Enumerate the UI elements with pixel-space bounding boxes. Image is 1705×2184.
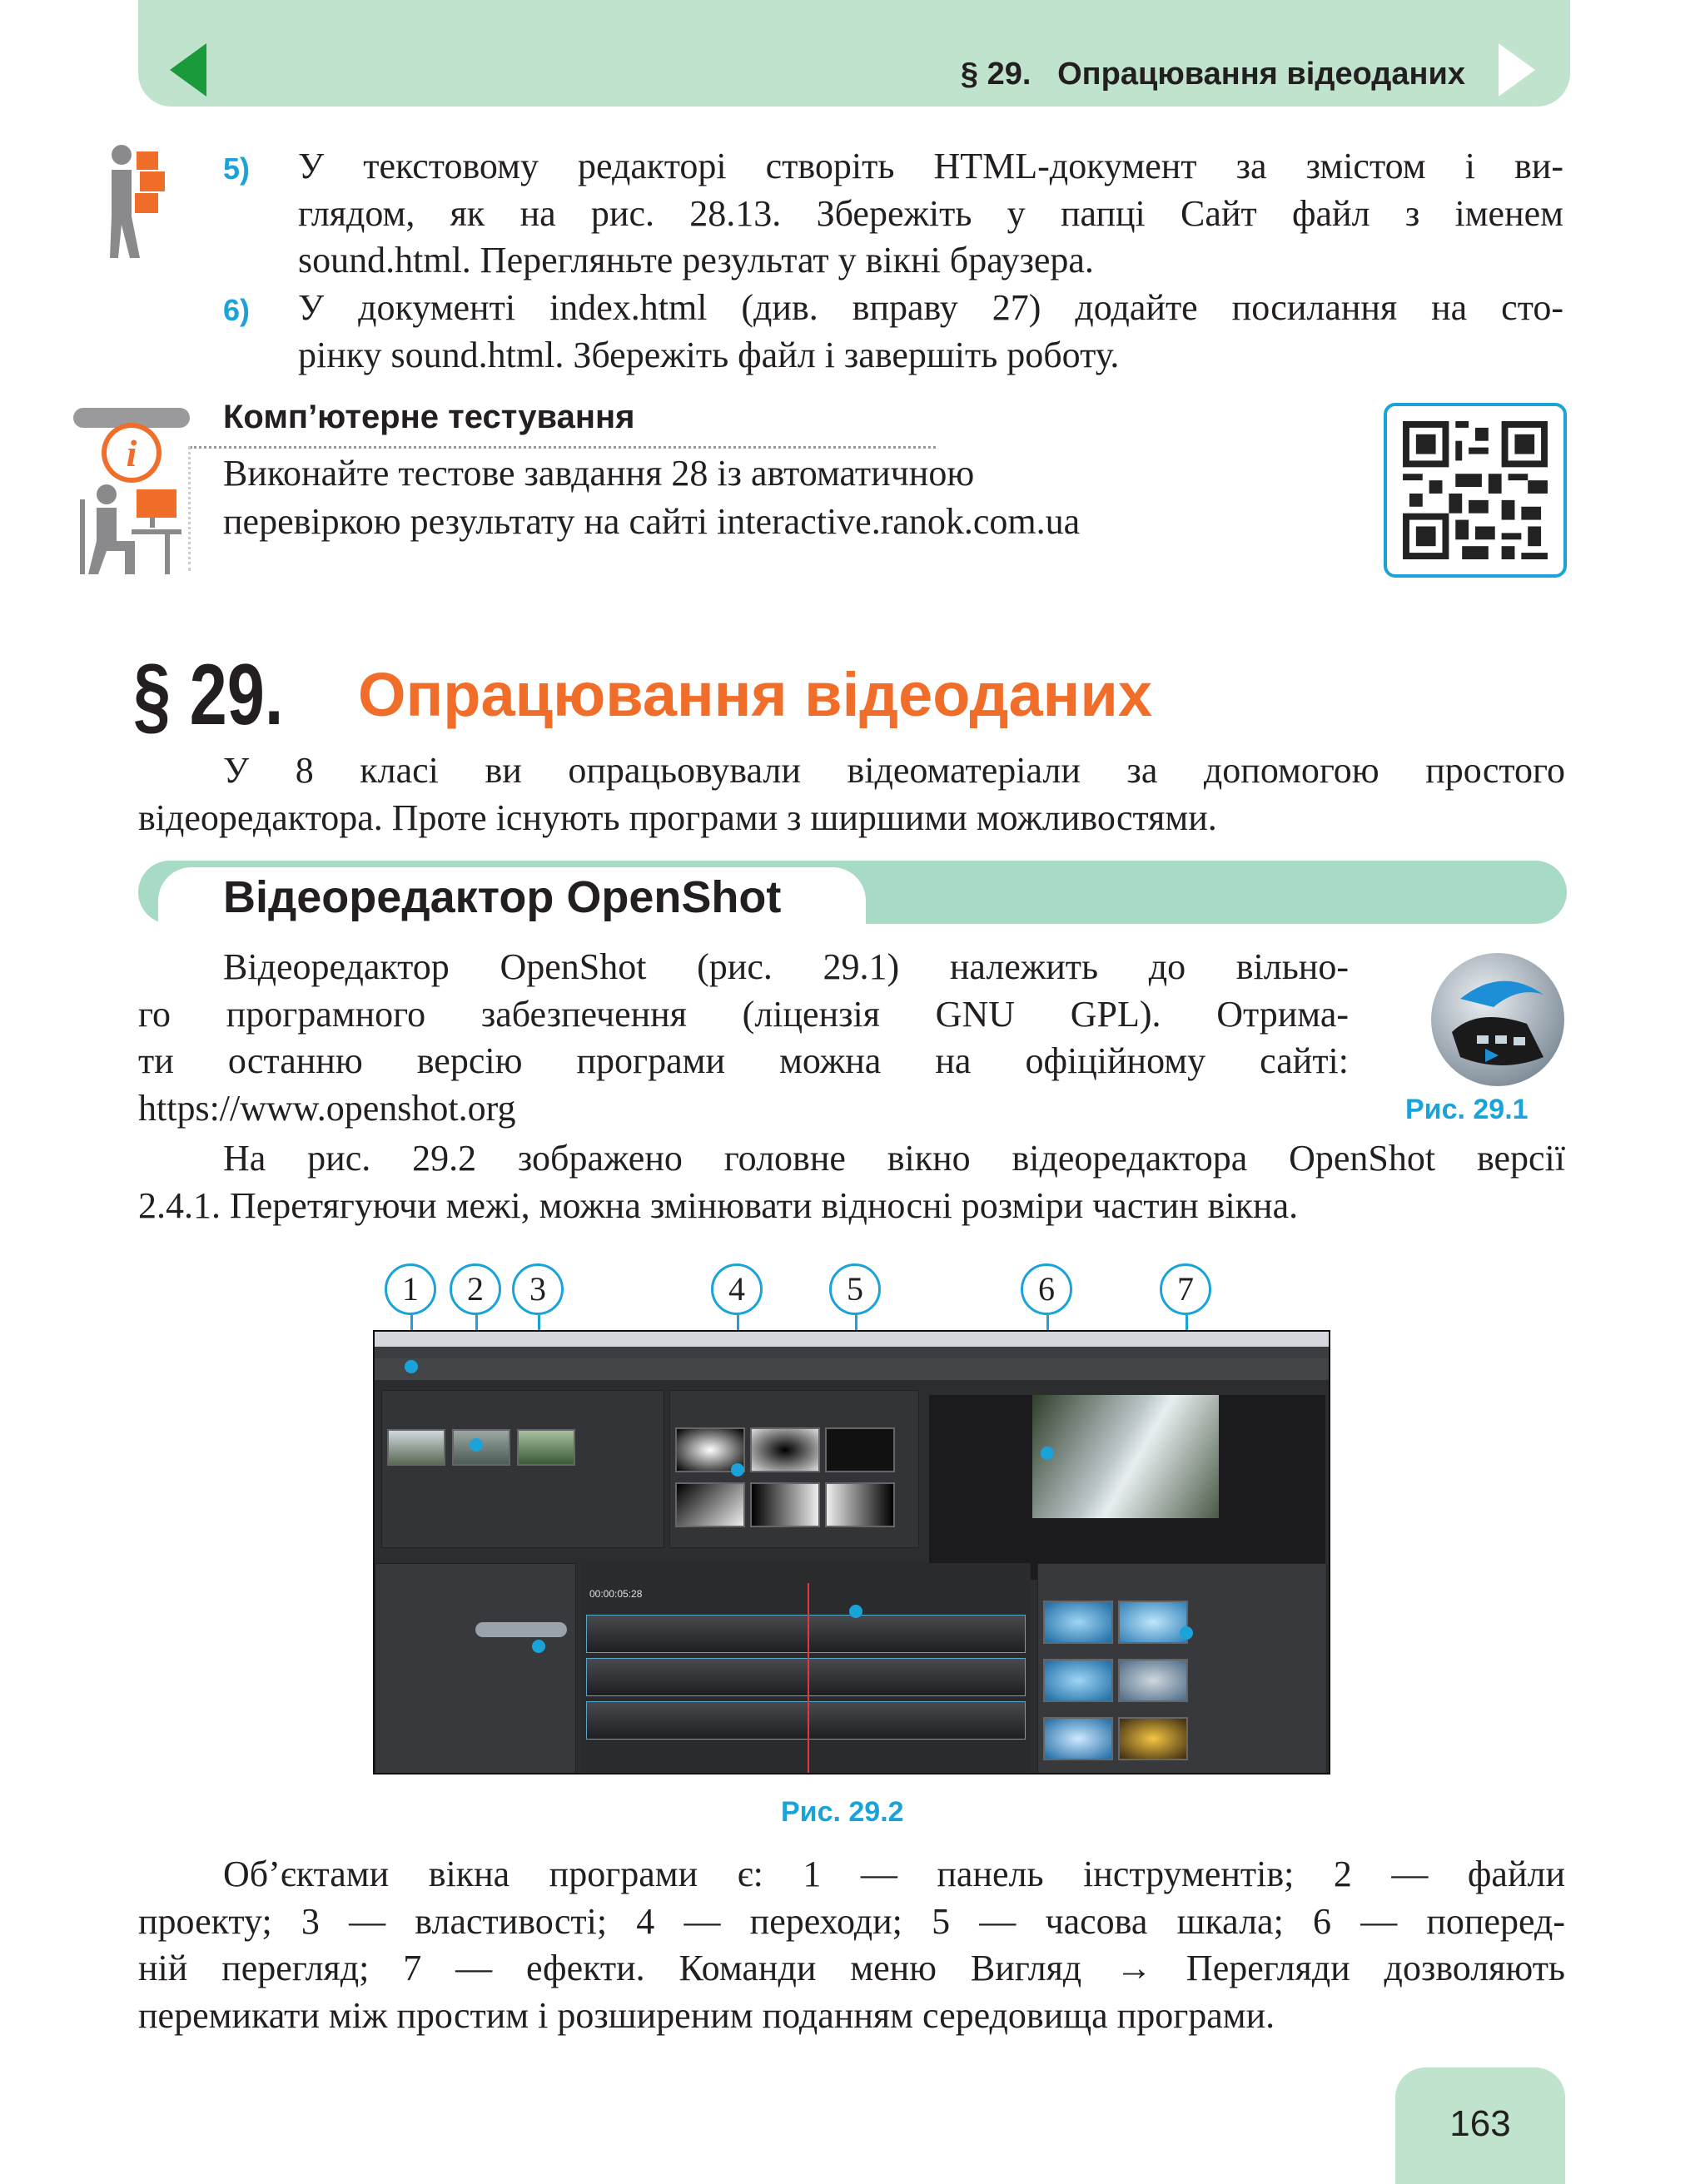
preview-panel (929, 1395, 1325, 1580)
transition-2 (750, 1427, 820, 1472)
para1-line: го програмного забезпечення (ліцензія GNU GPL). Отрима- (138, 993, 1349, 1035)
callout-6: 6 (1021, 1263, 1072, 1315)
transition-5 (750, 1482, 820, 1527)
task-6-line: рінку sound.html. Збережіть файл і завершіть роботу. (298, 334, 1120, 375)
callout-2: 2 (450, 1263, 501, 1315)
para1-line: ти останню версію програми можна на офіційному сайті: (138, 1040, 1349, 1081)
header-section: § 29. (960, 57, 1031, 92)
track-2 (586, 1658, 1026, 1696)
task-6-number: 6) (223, 293, 251, 327)
header-section-title: Опрацювання відеоданих (1057, 57, 1465, 92)
playhead (808, 1583, 809, 1774)
intro-line: У 8 класі ви опрацьовували відеоматеріали за допомогою простого (223, 750, 1565, 791)
chapter-title: Опрацювання відеоданих (358, 660, 1152, 729)
header-right-arrow (1499, 43, 1535, 97)
testing-line: перевіркою результату на сайті interactive.ranok.com.ua (223, 501, 1081, 542)
screenshot-paragraph (138, 1135, 1565, 1229)
effect-6 (1118, 1717, 1188, 1760)
info-computer-icon (73, 408, 198, 574)
project-files-panel (381, 1390, 664, 1548)
effect-5 (1043, 1717, 1113, 1760)
para3-line: ній перегляд; 7 — ефекти. Команди меню Вигляд → Перегляди дозволяють (138, 1948, 1565, 1988)
callout-4: 4 (711, 1263, 763, 1315)
task-5-line: У текстовому редакторі створіть HTML-документ за змістом і ви- (298, 146, 1563, 186)
fig1-caption: Рис. 29.1 (1405, 1094, 1529, 1125)
para2-line: На рис. 29.2 зображено головне вікно відеоредактора OpenShot версії (223, 1138, 1565, 1179)
property-slider (475, 1622, 567, 1637)
intro-paragraph (138, 747, 1565, 841)
callout-6-dot (1041, 1447, 1054, 1460)
worker-icon (107, 141, 173, 260)
task-5-number: 5) (223, 151, 251, 186)
testing-dotted-line (190, 446, 936, 449)
preview-frame (1032, 1395, 1219, 1518)
timeline-panel (581, 1563, 1031, 1774)
timeline-time: 00:00:05:28 (589, 1588, 643, 1600)
transitions-panel (669, 1390, 919, 1548)
callout-5: 5 (829, 1263, 881, 1315)
window-titlebar (375, 1332, 1329, 1347)
testing-title: Комп’ютерне тестування (223, 399, 635, 435)
effects-panel (1037, 1563, 1327, 1774)
transition-6 (825, 1482, 895, 1527)
task-6-line: У документі index.html (див. вправу 27) додайте посилання на сто- (298, 287, 1563, 328)
task-5-line: глядом, як на рис. 28.13. Збережіть у папці Сайт файл з іменем (298, 192, 1563, 234)
header-title (833, 53, 1465, 95)
openshot-paragraph (138, 944, 1349, 1132)
para3-line: перемикати між простим і розширеним поданням середовища програми. (138, 1994, 1275, 2036)
task-6 (298, 285, 1563, 379)
callout-1: 1 (385, 1263, 436, 1315)
intro-line: відеоредактора. Проте існують програми з ширшими можливостями. (138, 797, 1217, 838)
thumb-path (517, 1429, 575, 1466)
callout-7: 7 (1160, 1263, 1211, 1315)
callout-5-dot (849, 1605, 862, 1618)
effect-4 (1118, 1659, 1188, 1702)
testing-line: Виконайте тестове завдання 28 із автоматичною (223, 453, 975, 494)
effect-1 (1043, 1601, 1113, 1644)
qr-code-frame[interactable] (1384, 403, 1567, 578)
transition-3 (825, 1427, 895, 1472)
para3-line: Об’єктами вікна програми є: 1 — панель інструментів; 2 — файли (223, 1854, 1565, 1894)
window-menubar (375, 1347, 1329, 1358)
openshot-logo-icon (1427, 949, 1568, 1090)
callout-7-dot (1180, 1626, 1193, 1640)
subsection-title: Відеоредактор OpenShot (223, 872, 782, 922)
effect-2 (1118, 1601, 1188, 1644)
para1-line: https://www.openshot.org (138, 1087, 516, 1129)
testing-side-bar (188, 446, 191, 571)
page-number: 163 (1449, 2103, 1511, 2144)
qr-code-icon (1402, 421, 1548, 559)
toolbar (375, 1358, 1329, 1380)
callout-3-dot (532, 1640, 545, 1653)
callout-3: 3 (512, 1263, 564, 1315)
properties-panel (375, 1563, 576, 1774)
para1-line: Відеоредактор OpenShot (рис. 29.1) належить до вільно- (223, 946, 1349, 987)
task-5 (298, 143, 1563, 285)
svg-text:i: i (126, 432, 137, 474)
callout-1-dot (405, 1360, 418, 1373)
header-left-arrow (170, 43, 206, 97)
openshot-screenshot (373, 1330, 1330, 1774)
fig2-caption: Рис. 29.2 (781, 1796, 904, 1828)
testing-text (223, 449, 1305, 546)
track-3 (586, 1701, 1026, 1740)
para2-line: 2.4.1. Перетягуючи межі, можна змінювати відносні розміри частин вікна. (138, 1184, 1299, 1226)
chapter-number: § 29. (133, 647, 284, 743)
objects-paragraph (138, 1851, 1565, 2039)
thumb-house (387, 1429, 445, 1466)
track-1 (586, 1615, 1026, 1653)
effect-3 (1043, 1659, 1113, 1702)
transition-4 (675, 1482, 745, 1527)
para3-line: проекту; 3 — властивості; 4 — переходи; 5 — часова шкала; 6 — поперед- (138, 1900, 1565, 1942)
callout-4-dot (731, 1463, 744, 1477)
callout-2-dot (470, 1438, 483, 1452)
task-5-line: sound.html. Перегляньте результат у вікні браузера. (298, 240, 1094, 280)
